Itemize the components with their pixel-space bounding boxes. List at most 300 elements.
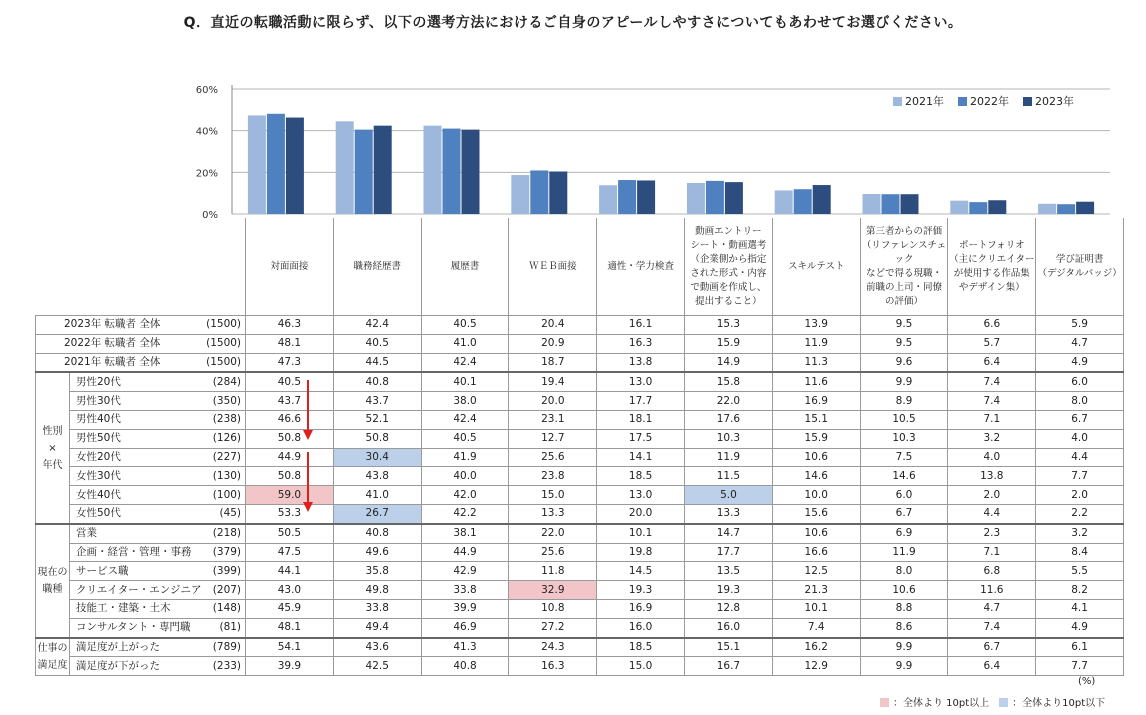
sample-size: (126) [202, 429, 246, 448]
value-cell: 20.0 [509, 392, 597, 411]
row-label: 2021年 転職者 全体 [36, 353, 202, 372]
sample-size: (81) [202, 618, 246, 637]
value-cell: 48.1 [246, 618, 334, 637]
value-cell: 42.4 [421, 353, 509, 372]
value-cell: 8.9 [860, 392, 948, 411]
value-cell: 7.7 [1036, 467, 1124, 486]
value-cell: 10.8 [509, 599, 597, 618]
value-cell: 15.9 [685, 334, 773, 353]
value-cell: 42.4 [333, 316, 421, 335]
value-cell: 18.5 [597, 638, 685, 657]
row-label: 企画・経営・管理・事務 [70, 543, 202, 562]
value-cell: 17.6 [685, 410, 773, 429]
row-label: 営業 [70, 524, 202, 543]
bar-chart [0, 0, 1146, 220]
value-cell: 6.0 [1036, 372, 1124, 391]
value-cell: 10.3 [685, 429, 773, 448]
value-cell: 4.0 [948, 448, 1036, 467]
value-cell: 9.9 [860, 638, 948, 657]
value-cell: 7.4 [772, 618, 860, 637]
value-cell: 14.1 [597, 448, 685, 467]
value-cell: 23.1 [509, 410, 597, 429]
value-cell: 20.9 [509, 334, 597, 353]
value-cell: 42.2 [421, 504, 509, 523]
value-cell: 11.6 [772, 372, 860, 391]
bar [530, 170, 548, 214]
value-cell: 14.9 [685, 353, 773, 372]
y-tick-label: 0% [202, 210, 218, 220]
row-label: 女性50代 [70, 504, 202, 523]
value-cell: 3.2 [948, 429, 1036, 448]
value-cell: 40.1 [421, 372, 509, 391]
table-row [36, 524, 1124, 543]
table-row [36, 581, 1124, 600]
value-cell: 43.0 [246, 581, 334, 600]
chart-legend [893, 93, 1074, 109]
value-cell: 6.7 [860, 504, 948, 523]
table-row [36, 429, 1124, 448]
value-cell: 10.1 [597, 524, 685, 543]
sample-size: (284) [202, 372, 246, 391]
sample-size: (1500) [202, 353, 246, 372]
value-cell: 4.9 [1036, 618, 1124, 637]
bar [549, 172, 567, 215]
value-cell: 40.8 [421, 657, 509, 676]
value-cell: 7.5 [860, 448, 948, 467]
sample-size: (100) [202, 486, 246, 505]
value-cell: 46.6 [246, 410, 334, 429]
value-cell: 4.7 [1036, 334, 1124, 353]
total-row [36, 353, 1124, 372]
low-legend-item [999, 694, 1105, 709]
value-cell: 8.6 [860, 618, 948, 637]
value-cell: 16.3 [597, 334, 685, 353]
value-cell: 2.3 [948, 524, 1036, 543]
high-swatch [880, 698, 889, 707]
value-cell: 25.6 [509, 543, 597, 562]
value-cell: 39.9 [421, 599, 509, 618]
value-cell: 10.6 [772, 448, 860, 467]
value-cell: 19.3 [685, 581, 773, 600]
value-cell: 8.4 [1036, 543, 1124, 562]
bar [687, 183, 705, 214]
value-cell: 22.0 [685, 392, 773, 411]
legend-item [893, 93, 944, 109]
value-cell: 49.4 [333, 618, 421, 637]
bar [775, 190, 793, 214]
value-cell: 44.1 [246, 562, 334, 581]
row-label: 女性20代 [70, 448, 202, 467]
value-cell: 8.8 [860, 599, 948, 618]
low-legend-text: ：全体より10pt以下 [1012, 698, 1106, 709]
value-cell: 44.9 [246, 448, 334, 467]
value-cell: 40.5 [246, 372, 334, 391]
value-cell: 50.8 [333, 429, 421, 448]
value-cell: 7.4 [948, 618, 1036, 637]
sample-size: (130) [202, 467, 246, 486]
value-cell: 13.3 [685, 504, 773, 523]
table-row [36, 486, 1124, 505]
legend-item [1023, 93, 1074, 109]
bar [355, 130, 373, 214]
down-arrow-2 [302, 452, 314, 514]
value-cell: 38.0 [421, 392, 509, 411]
value-cell: 6.0 [860, 486, 948, 505]
value-cell: 53.3 [246, 504, 334, 523]
legend-item [958, 93, 1009, 109]
bar [511, 175, 529, 214]
value-cell: 43.6 [333, 638, 421, 657]
value-cell: 50.5 [246, 524, 334, 543]
column-header: 第三者からの評価 （リファレンスチェック などで得る現職・ 前職の上司・同僚 の評価） [860, 218, 948, 316]
value-cell: 15.3 [685, 316, 773, 335]
legend-swatch [893, 97, 902, 106]
value-cell: 4.9 [1036, 353, 1124, 372]
value-cell: 11.5 [685, 467, 773, 486]
low-swatch [999, 698, 1008, 707]
value-cell: 16.1 [597, 316, 685, 335]
value-cell: 20.4 [509, 316, 597, 335]
bar [863, 194, 881, 214]
value-cell: 12.8 [685, 599, 773, 618]
header-row [36, 218, 1124, 316]
bar [813, 185, 831, 214]
group-label: 性別 × 年代 [36, 372, 70, 523]
value-cell: 14.7 [685, 524, 773, 543]
value-cell: 35.8 [333, 562, 421, 581]
value-cell: 41.9 [421, 448, 509, 467]
value-cell: 41.3 [421, 638, 509, 657]
value-cell: 10.6 [772, 524, 860, 543]
y-tick-label: 20% [195, 168, 218, 180]
value-cell: 9.9 [860, 657, 948, 676]
sample-size: (379) [202, 543, 246, 562]
column-header: ＷＥＢ面接 [509, 218, 597, 316]
column-header: 適性・学力検査 [597, 218, 685, 316]
value-cell: 46.9 [421, 618, 509, 637]
value-cell: 4.0 [1036, 429, 1124, 448]
bar [1038, 204, 1056, 214]
high-legend-item [880, 694, 989, 709]
table-row [36, 562, 1124, 581]
value-cell: 6.4 [948, 657, 1036, 676]
value-cell: 7.1 [948, 410, 1036, 429]
column-header: 対面面接 [246, 218, 334, 316]
value-cell: 13.0 [597, 486, 685, 505]
question-title: Q．直近の転職活動に限らず、以下の選考方法におけるご自身のアピールしやすさについてもあわせてお選びください。 [183, 15, 963, 31]
y-tick-label: 60% [195, 85, 218, 96]
bar [599, 185, 617, 214]
table-row [36, 392, 1124, 411]
table-row [36, 599, 1124, 618]
value-cell: 4.4 [1036, 448, 1124, 467]
value-cell: 11.9 [860, 543, 948, 562]
data-table [35, 218, 1124, 676]
value-cell: 13.5 [685, 562, 773, 581]
row-label: 技能工・建築・土木 [70, 599, 202, 618]
value-cell: 49.6 [333, 543, 421, 562]
value-cell: 50.8 [246, 467, 334, 486]
value-cell: 11.9 [685, 448, 773, 467]
value-cell: 12.9 [772, 657, 860, 676]
bar [336, 121, 354, 214]
value-cell: 47.3 [246, 353, 334, 372]
value-cell: 27.2 [509, 618, 597, 637]
table-row [36, 657, 1124, 676]
value-cell: 15.9 [772, 429, 860, 448]
bar [794, 189, 812, 214]
value-cell: 33.8 [333, 599, 421, 618]
value-cell: 41.0 [333, 486, 421, 505]
value-cell: 18.7 [509, 353, 597, 372]
value-cell: 8.0 [1036, 392, 1124, 411]
value-cell: 6.4 [948, 353, 1036, 372]
sample-size: (1500) [202, 316, 246, 335]
value-cell: 49.8 [333, 581, 421, 600]
sample-size: (148) [202, 599, 246, 618]
value-cell: 16.9 [772, 392, 860, 411]
bar [267, 114, 285, 214]
value-cell: 7.7 [1036, 657, 1124, 676]
value-cell: 16.7 [685, 657, 773, 676]
value-cell: 19.4 [509, 372, 597, 391]
value-cell: 17.7 [685, 543, 773, 562]
column-header: ポートフォリオ （主にクリエイター が使用する作品集 やデザイン集） [948, 218, 1036, 316]
value-cell: 6.7 [1036, 410, 1124, 429]
value-cell: 44.5 [333, 353, 421, 372]
value-cell: 18.5 [597, 467, 685, 486]
value-cell: 43.7 [333, 392, 421, 411]
value-cell: 16.3 [509, 657, 597, 676]
value-cell: 11.3 [772, 353, 860, 372]
sample-size: (227) [202, 448, 246, 467]
legend-swatch [958, 97, 967, 106]
bar [286, 118, 304, 214]
value-cell: 38.1 [421, 524, 509, 543]
value-cell: 25.6 [509, 448, 597, 467]
value-cell: 50.8 [246, 429, 334, 448]
value-cell: 22.0 [509, 524, 597, 543]
value-cell: 10.6 [860, 581, 948, 600]
value-cell: 26.7 [333, 504, 421, 523]
value-cell: 9.5 [860, 316, 948, 335]
y-tick-label: 40% [195, 126, 218, 138]
value-cell: 33.8 [421, 581, 509, 600]
sample-size: (45) [202, 504, 246, 523]
value-cell: 2.2 [1036, 504, 1124, 523]
value-cell: 14.6 [772, 467, 860, 486]
value-cell: 32.9 [509, 581, 597, 600]
value-cell: 2.0 [1036, 486, 1124, 505]
sample-size: (238) [202, 410, 246, 429]
value-cell: 15.1 [772, 410, 860, 429]
value-cell: 16.2 [772, 638, 860, 657]
table-row [36, 618, 1124, 637]
value-cell: 39.9 [246, 657, 334, 676]
value-cell: 40.8 [333, 372, 421, 391]
value-cell: 5.5 [1036, 562, 1124, 581]
row-label: コンサルタント・専門職 [70, 618, 202, 637]
value-cell: 14.5 [597, 562, 685, 581]
bar [637, 180, 655, 214]
value-cell: 6.1 [1036, 638, 1124, 657]
value-cell: 42.0 [421, 486, 509, 505]
row-label: 女性40代 [70, 486, 202, 505]
sample-size: (1500) [202, 334, 246, 353]
table-row [36, 467, 1124, 486]
group-label: 仕事の 満足度 [36, 638, 70, 676]
value-cell: 17.5 [597, 429, 685, 448]
value-cell: 6.6 [948, 316, 1036, 335]
value-cell: 4.4 [948, 504, 1036, 523]
value-cell: 15.0 [509, 486, 597, 505]
column-header: 学び証明書 （デジタルバッジ） [1036, 218, 1124, 316]
value-cell: 6.9 [860, 524, 948, 543]
value-cell: 16.0 [597, 618, 685, 637]
value-cell: 43.7 [246, 392, 334, 411]
table-row [36, 543, 1124, 562]
row-label: クリエイター・エンジニア [70, 581, 202, 600]
high-legend-text: ：全体より 10pt以上 [893, 698, 990, 709]
row-label: 男性50代 [70, 429, 202, 448]
bar [248, 115, 266, 214]
value-cell: 30.4 [333, 448, 421, 467]
bar [950, 201, 968, 214]
legend-swatch [1023, 97, 1032, 106]
value-cell: 13.3 [509, 504, 597, 523]
value-cell: 40.8 [333, 524, 421, 543]
column-header: 履歴書 [421, 218, 509, 316]
value-cell: 42.9 [421, 562, 509, 581]
bar [1057, 204, 1075, 214]
value-cell: 20.0 [597, 504, 685, 523]
value-cell: 3.2 [1036, 524, 1124, 543]
value-cell: 15.0 [597, 657, 685, 676]
value-cell: 52.1 [333, 410, 421, 429]
value-cell: 12.7 [509, 429, 597, 448]
bar [706, 181, 724, 214]
sample-size: (233) [202, 657, 246, 676]
table-row [36, 638, 1124, 657]
value-cell: 48.1 [246, 334, 334, 353]
header-blank [36, 218, 246, 316]
bar [462, 130, 480, 214]
bar [969, 202, 987, 214]
bar [725, 182, 743, 214]
value-cell: 12.5 [772, 562, 860, 581]
row-label: 男性30代 [70, 392, 202, 411]
bar [1076, 202, 1094, 214]
value-cell: 18.1 [597, 410, 685, 429]
total-row [36, 316, 1124, 335]
value-cell: 7.1 [948, 543, 1036, 562]
value-cell: 19.3 [597, 581, 685, 600]
value-cell: 23.8 [509, 467, 597, 486]
value-cell: 54.1 [246, 638, 334, 657]
value-cell: 8.0 [860, 562, 948, 581]
value-cell: 7.4 [948, 392, 1036, 411]
value-cell: 16.0 [685, 618, 773, 637]
value-cell: 17.7 [597, 392, 685, 411]
table-row [36, 410, 1124, 429]
total-row [36, 334, 1124, 353]
row-label: 2022年 転職者 全体 [36, 334, 202, 353]
value-cell: 5.9 [1036, 316, 1124, 335]
value-cell: 46.3 [246, 316, 334, 335]
value-cell: 13.0 [597, 372, 685, 391]
column-header: 動画エントリー シート・動画選考 （企業側から指定 された形式・内容 で動画を作成し、 提出すること） [685, 218, 773, 316]
value-cell: 42.4 [421, 410, 509, 429]
value-cell: 5.7 [948, 334, 1036, 353]
sample-size: (789) [202, 638, 246, 657]
column-header: 職務経歴書 [333, 218, 421, 316]
value-cell: 6.8 [948, 562, 1036, 581]
value-cell: 10.1 [772, 599, 860, 618]
value-cell: 16.6 [772, 543, 860, 562]
value-cell: 14.6 [860, 467, 948, 486]
value-cell: 9.9 [860, 372, 948, 391]
value-cell: 10.5 [860, 410, 948, 429]
bar [374, 126, 392, 214]
value-cell: 40.0 [421, 467, 509, 486]
sample-size: (218) [202, 524, 246, 543]
column-header: スキルテスト [772, 218, 860, 316]
value-cell: 42.5 [333, 657, 421, 676]
value-cell: 40.5 [333, 334, 421, 353]
table-row [36, 372, 1124, 391]
value-cell: 43.8 [333, 467, 421, 486]
value-cell: 9.5 [860, 334, 948, 353]
row-label: 2023年 転職者 全体 [36, 316, 202, 335]
legend-label: 2021年 [905, 95, 944, 108]
sample-size: (207) [202, 581, 246, 600]
legend-label: 2022年 [970, 95, 1009, 108]
row-label: 男性20代 [70, 372, 202, 391]
row-label: サービス職 [70, 562, 202, 581]
value-cell: 15.6 [772, 504, 860, 523]
value-cell: 15.1 [685, 638, 773, 657]
value-cell: 10.0 [772, 486, 860, 505]
row-label: 満足度が上がった [70, 638, 202, 657]
legend-label: 2023年 [1035, 95, 1074, 108]
value-cell: 13.8 [597, 353, 685, 372]
value-cell: 2.0 [948, 486, 1036, 505]
value-cell: 13.8 [948, 467, 1036, 486]
value-cell: 11.6 [948, 581, 1036, 600]
value-cell: 7.4 [948, 372, 1036, 391]
value-cell: 11.9 [772, 334, 860, 353]
value-cell: 4.1 [1036, 599, 1124, 618]
value-cell: 24.3 [509, 638, 597, 657]
highlight-legend [880, 694, 1105, 709]
value-cell: 59.0 [246, 486, 334, 505]
down-arrow-1 [302, 380, 314, 442]
value-cell: 16.9 [597, 599, 685, 618]
row-label: 男性40代 [70, 410, 202, 429]
unit-note: (%) [1078, 676, 1096, 687]
bar [618, 180, 636, 214]
value-cell: 21.3 [772, 581, 860, 600]
bar [988, 200, 1006, 214]
bar [424, 126, 442, 214]
bar [882, 194, 900, 214]
value-cell: 6.7 [948, 638, 1036, 657]
row-label: 満足度が下がった [70, 657, 202, 676]
value-cell: 45.9 [246, 599, 334, 618]
value-cell: 4.7 [948, 599, 1036, 618]
table-row [36, 504, 1124, 523]
value-cell: 8.2 [1036, 581, 1124, 600]
